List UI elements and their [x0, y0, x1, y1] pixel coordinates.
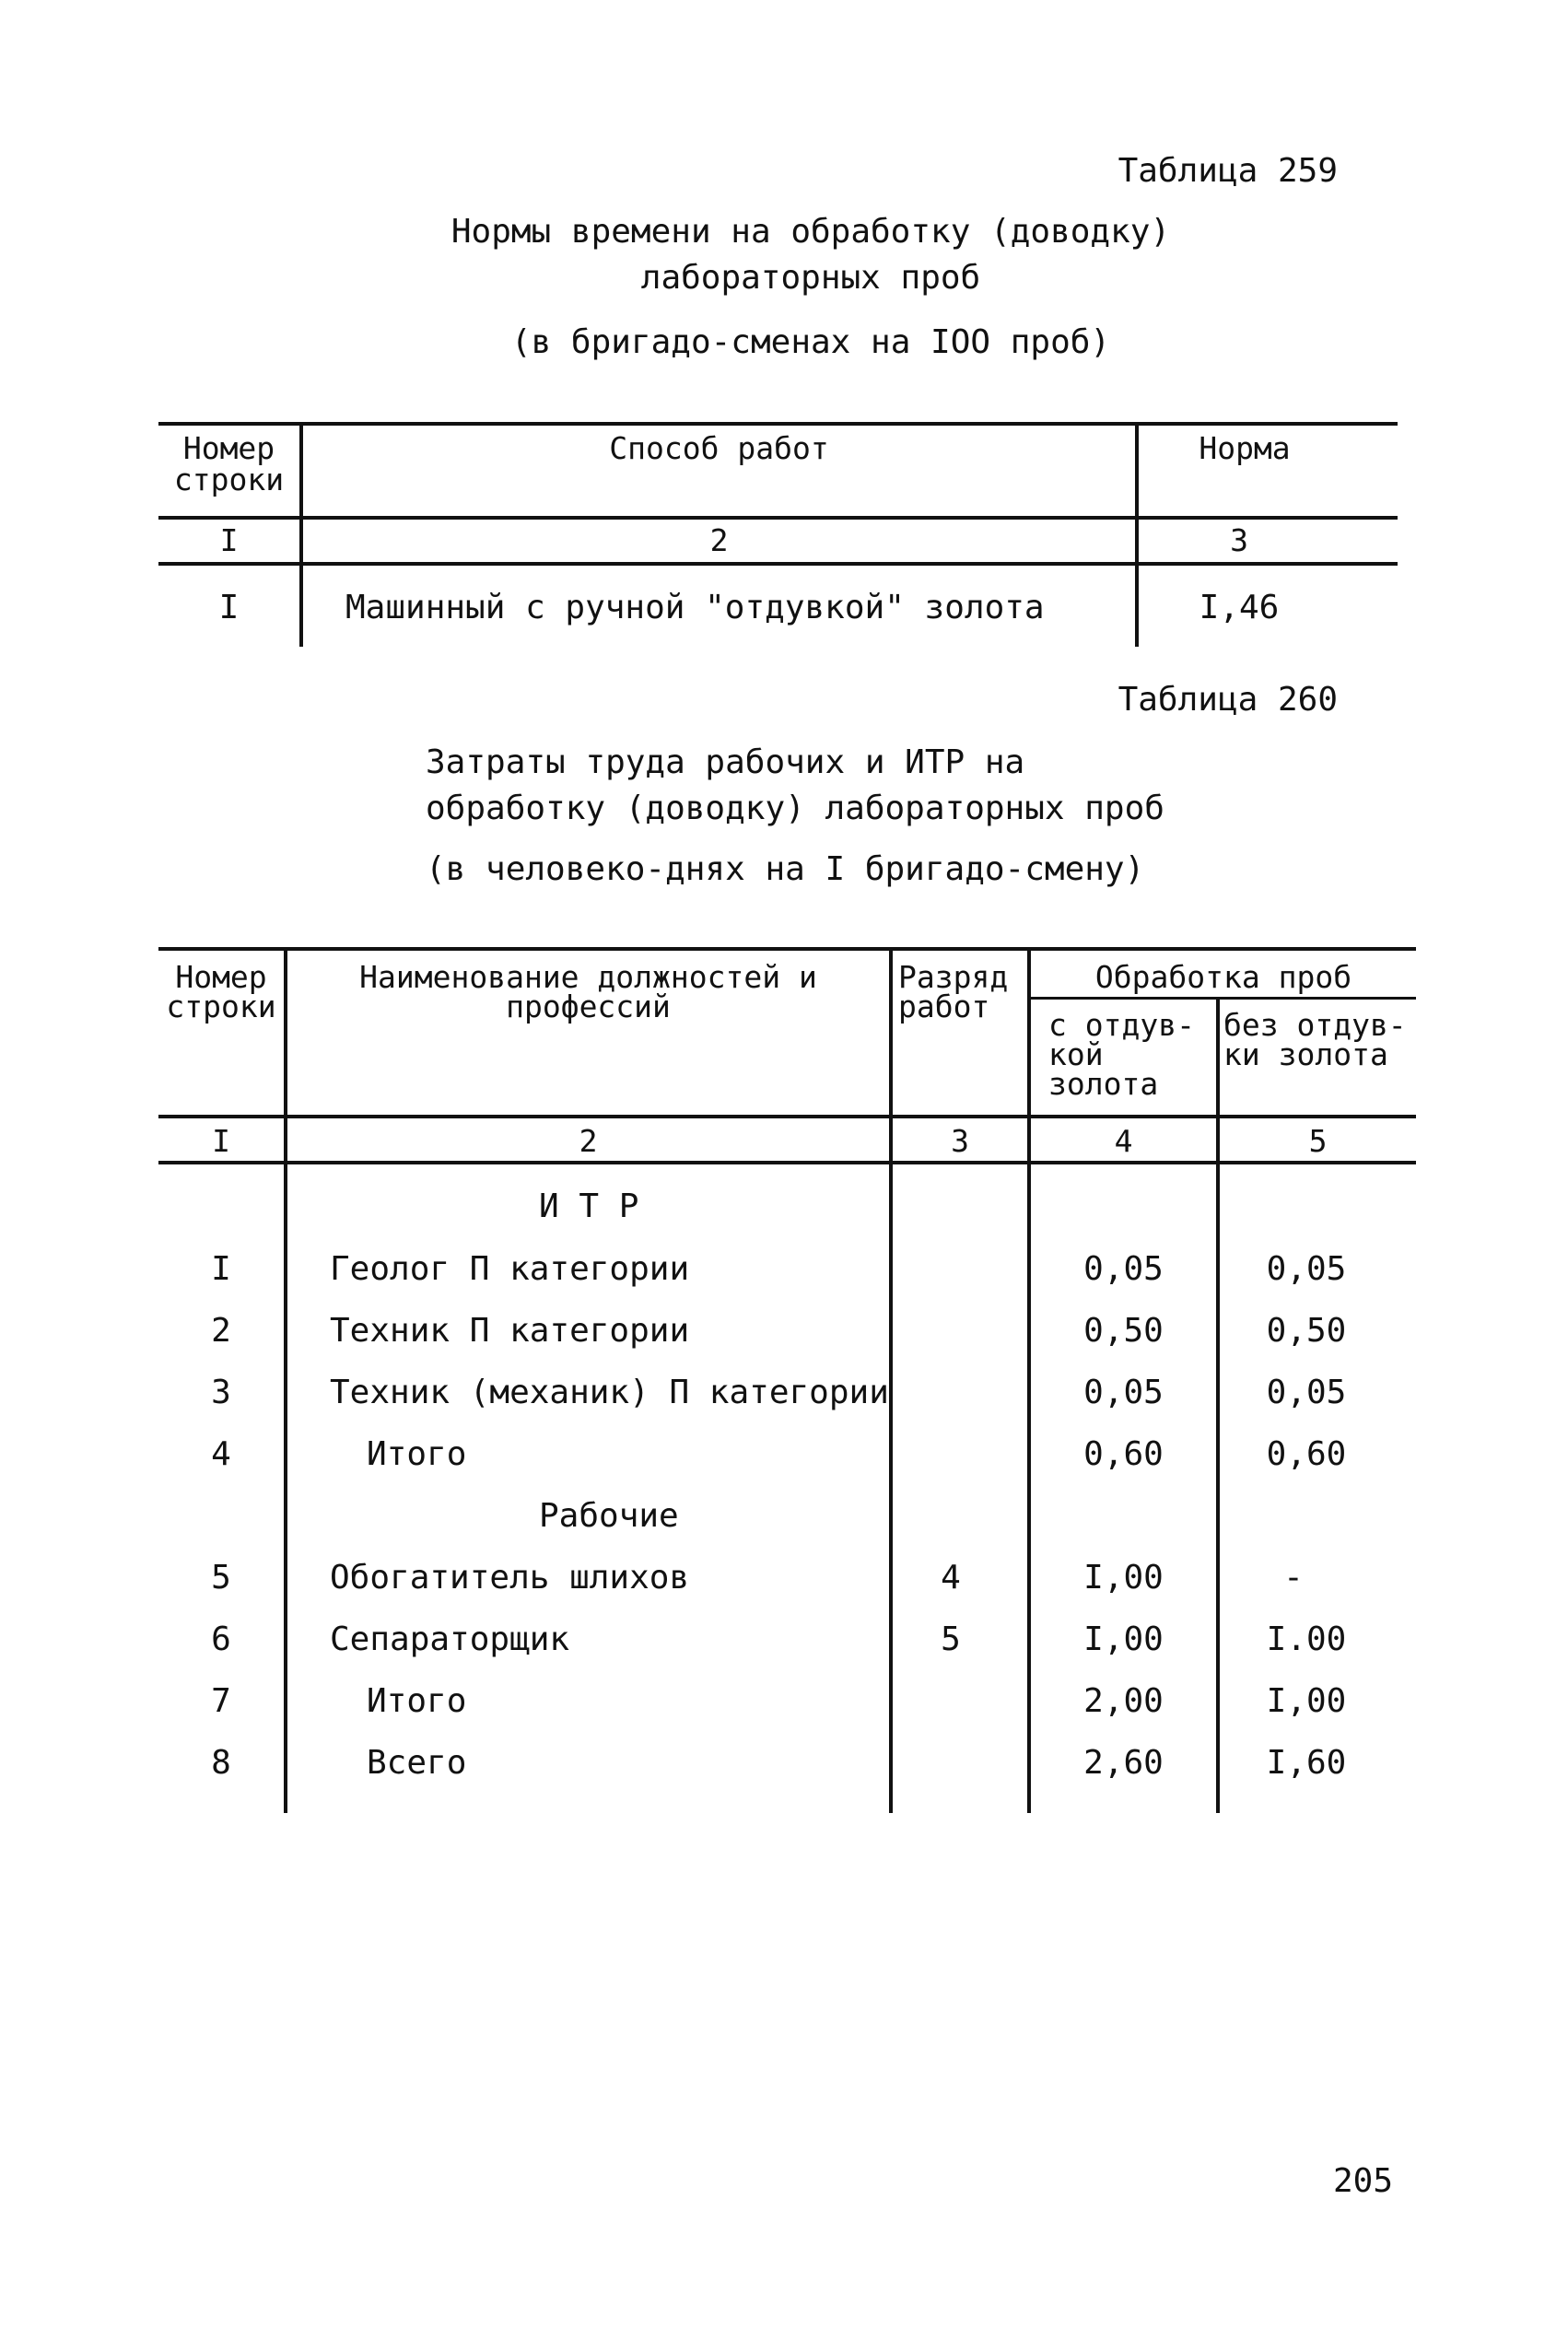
table-row-without: 0,05: [1266, 1374, 1347, 1411]
table-260-vline-2: [889, 947, 893, 1813]
table-259-title-line2: лабораторных проб: [640, 259, 981, 297]
table-row-no: I: [211, 1250, 231, 1288]
table-row-name: Геолог П категории: [330, 1250, 690, 1288]
table-row-with: 2,60: [1083, 1744, 1164, 1782]
table-259-row-method: Машинный с ручной "отдувкой" золота: [345, 589, 1045, 626]
table-row-no: 6: [211, 1620, 231, 1658]
table-260-header-processing: Обработка проб: [1094, 959, 1352, 995]
table-row-with: I,00: [1083, 1620, 1164, 1658]
table-row-without: 0,60: [1266, 1435, 1347, 1473]
page-number: 205: [1333, 2162, 1394, 2200]
table-row-no: 5: [211, 1559, 231, 1597]
table-row-no: 2: [211, 1312, 231, 1350]
table-259-header-row-no-1: Номер: [182, 430, 275, 466]
table-row-name: Техник П категории: [330, 1312, 690, 1350]
table-row-no: 7: [211, 1682, 231, 1720]
table-row-without: I.00: [1266, 1620, 1347, 1658]
table-260-header-row-no-1: Номер: [175, 959, 267, 995]
table-260-header-rule: [158, 1115, 1416, 1118]
table-260-colnum-5: 5: [1308, 1123, 1328, 1159]
section-itr: И Т Р: [539, 1187, 639, 1225]
table-row-no: 3: [211, 1374, 231, 1411]
table-260-title-line1: Затраты труда рабочих и ИТР на: [426, 743, 1025, 781]
table-row-name: Техник (механик) П категории: [330, 1374, 889, 1411]
table-row-without: I,60: [1266, 1744, 1347, 1782]
table-260-colnum-4: 4: [1114, 1123, 1133, 1159]
table-260-header-name-2: профессий: [506, 989, 671, 1024]
table-259-header-method: Способ работ: [609, 430, 829, 466]
table-row-with: 0,05: [1083, 1250, 1164, 1288]
table-260-colnum-rule: [158, 1161, 1416, 1164]
table-260-colnum-1: I: [212, 1123, 230, 1159]
table-259-title-line1: Нормы времени на обработку (доводку): [451, 213, 1171, 251]
table-259-row-norm: I,46: [1199, 589, 1280, 626]
table-260-top-rule: [158, 947, 1416, 951]
table-row-grade: 4: [941, 1559, 961, 1597]
table-row-grade: 5: [941, 1620, 961, 1658]
table-260-header-without-1: без отдув-: [1223, 1007, 1407, 1043]
table-260-header-with-1: с отдув-: [1048, 1007, 1195, 1043]
table-row-with: 0,60: [1083, 1435, 1164, 1473]
table-259-header-row-no-2: строки: [173, 462, 285, 497]
table-260-header-grade-2: работ: [898, 989, 990, 1024]
table-row-without: 0,50: [1266, 1312, 1347, 1350]
table-260-header-without-2: ки золота: [1223, 1036, 1388, 1072]
table-row-without: -: [1283, 1559, 1304, 1597]
table-260-vline-1: [284, 947, 287, 1813]
section-workers: Рабочие: [539, 1497, 679, 1535]
table-259-label: Таблица 259: [1117, 152, 1338, 190]
table-260-label: Таблица 260: [1117, 681, 1338, 719]
table-260-colnum-2: 2: [579, 1123, 598, 1159]
table-260-unit: (в человеко-днях на I бригадо-смену): [426, 850, 1145, 888]
table-260-processing-rule: [1029, 997, 1416, 1000]
table-259-colnum-1: I: [219, 522, 239, 558]
table-260-header-row-no-2: строки: [166, 989, 276, 1024]
table-260-header-grade-1: Разряд: [898, 959, 1009, 995]
table-row-without: 0,05: [1266, 1250, 1347, 1288]
table-260-colnum-3: 3: [951, 1123, 969, 1159]
table-row-no: 8: [211, 1744, 231, 1782]
table-260-header-with-3: золота: [1048, 1066, 1159, 1102]
table-row-with: 0,05: [1083, 1374, 1164, 1411]
table-259-top-rule: [158, 422, 1398, 426]
table-row-name: Всего: [367, 1744, 467, 1782]
table-row-with: 0,50: [1083, 1312, 1164, 1350]
table-259-row-no: I: [218, 589, 240, 626]
table-259-colnum-3: 3: [1230, 522, 1248, 558]
table-259-unit: (в бригадо-сменах на IOO проб): [510, 323, 1111, 361]
table-260-header-with-2: кой: [1048, 1036, 1104, 1072]
table-row-with: I,00: [1083, 1559, 1164, 1597]
table-259-colnum-rule: [158, 562, 1398, 566]
table-259-colnum-2: 2: [709, 522, 729, 558]
table-row-name: Итого: [367, 1435, 467, 1473]
table-row-no: 4: [211, 1435, 231, 1473]
table-259-header-rule: [158, 516, 1398, 520]
table-260-header-name-1: Наименование должностей и: [359, 959, 817, 995]
table-260-title-line2: обработку (доводку) лабораторных проб: [426, 790, 1164, 827]
table-row-name: Итого: [367, 1682, 467, 1720]
table-row-name: Обогатитель шлихов: [330, 1559, 690, 1597]
table-259-header-norm: Норма: [1199, 430, 1291, 466]
table-row-name: Сепараторщик: [330, 1620, 570, 1658]
table-row-with: 2,00: [1083, 1682, 1164, 1720]
table-row-without: I,00: [1266, 1682, 1347, 1720]
